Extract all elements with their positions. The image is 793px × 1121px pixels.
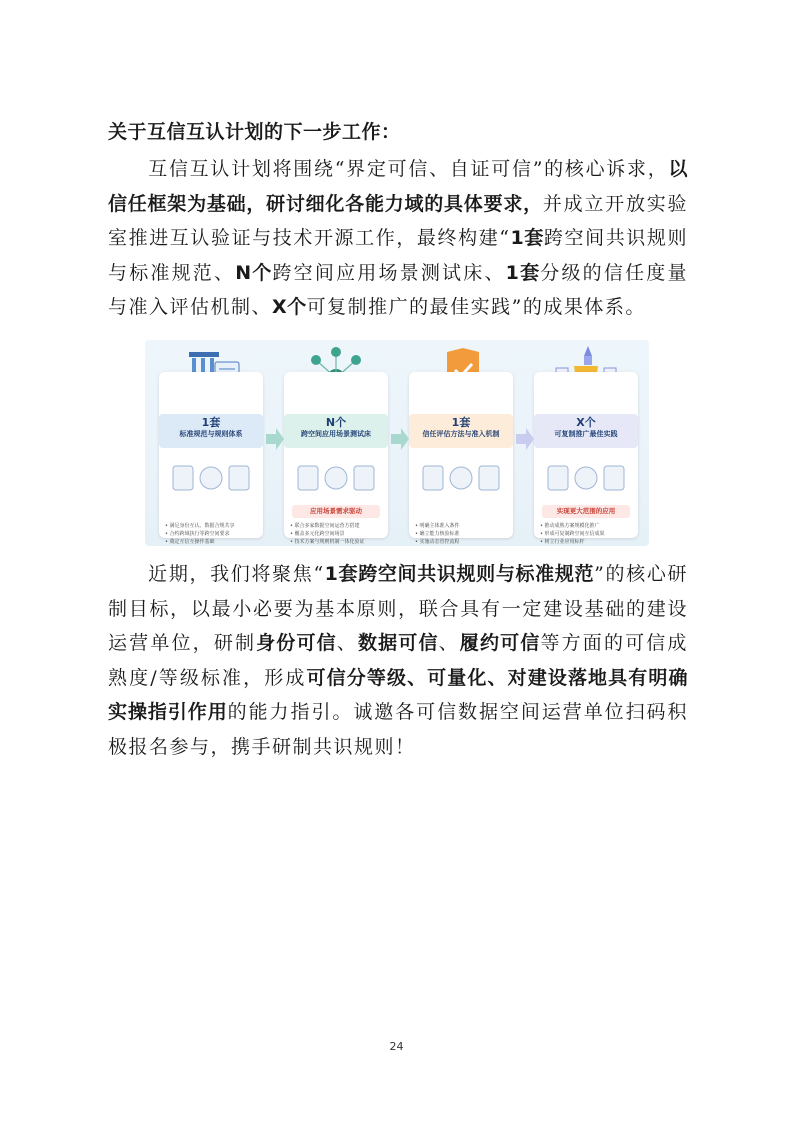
card-feature-icons <box>544 460 628 496</box>
list-item: • 技术方案与规则机制一体化验证 <box>290 539 365 545</box>
bold-text-run: 履约可信 <box>459 632 541 654</box>
card-feature-icons <box>419 460 503 496</box>
list-item: • 明确主体准入条件 <box>415 523 460 529</box>
text-run: 、 <box>438 632 460 654</box>
list-item: • 推动成熟方案规模化推广 <box>540 523 600 529</box>
card-title: 信任评估方法与准入机制 <box>422 430 500 438</box>
list-item: • 联合多家数据空间运营方搭建 <box>290 523 360 529</box>
results-system-figure <box>145 340 649 546</box>
paragraph-plan <box>108 152 688 325</box>
card-subtitle-badge: 应用场景需求驱动 <box>292 505 380 518</box>
text-run: 互信互认计划将围绕“界定可信、自证可信”的核心诉求， <box>148 158 669 180</box>
arrow-right-icon <box>516 428 534 450</box>
page-number: 24 <box>389 1040 404 1053</box>
text-run: 近期，我们将聚焦“ <box>148 563 325 585</box>
text-run: 并成立开放实验室推进互认验证与技术开源工作，最终构建“ <box>108 192 688 249</box>
list-item: • 树立行业应用标杆 <box>540 539 585 545</box>
list-item: • 覆盖多元化跨空间场景 <box>290 531 345 537</box>
card-subtitle-badge: 实现更大范围的应用 <box>542 505 630 518</box>
bold-text-run: 以信任框架为基础，研讨细化各能力域的具体要求， <box>108 158 688 215</box>
card-header <box>409 414 513 448</box>
card-title: 跨空间应用场景测试床 <box>301 430 371 438</box>
result-card <box>284 372 388 545</box>
card-feature-icons <box>294 460 378 496</box>
bold-text-run: 1套跨空间共识规则与标准规范 <box>324 563 595 585</box>
card-header <box>534 414 638 448</box>
list-item: • 满足身份互认、数据合规共享 <box>165 523 235 529</box>
list-item: • 实施动态管控流程 <box>415 539 460 545</box>
bold-text-run: X个 <box>272 296 307 318</box>
card-title: 标准规范与规则体系 <box>179 430 243 438</box>
text-run: 等方面的可信成熟度/等级标准，形成 <box>108 632 688 689</box>
text-run: 可复制推广的最佳实践”的成果体系。 <box>306 296 646 318</box>
list-item: • 奠定互信互操作基础 <box>165 539 215 545</box>
text-run: 的能力指引。诚邀各可信数据空间运营单位扫码积极报名参与，携手研制共识规则！ <box>108 701 688 758</box>
bold-text-run: 1套 <box>505 261 541 284</box>
text-run: 分级的信任度量与准入评估机制、 <box>108 261 688 318</box>
arrow-right-icon <box>391 428 409 450</box>
result-card <box>159 372 263 545</box>
text-run: 跨空间应用场景测试床、 <box>272 261 506 284</box>
arrow-right-icon <box>266 428 284 450</box>
card-bullet-list <box>165 522 235 546</box>
card-title: 可复制推广最佳实践 <box>554 430 618 438</box>
text-run: 跨空间共识规则与标准规范、 <box>108 227 688 284</box>
card-bullet-list <box>540 522 605 546</box>
card-header <box>159 414 263 448</box>
bold-text-run: 可信分等级、可量化、对建设落地具有明确实操指引作用 <box>108 666 688 723</box>
card-header <box>284 414 388 448</box>
bold-text-run: N个 <box>235 261 273 284</box>
list-item: • 确立能力核验标准 <box>415 531 460 537</box>
list-item: • 合约跨域执行等跨空间要求 <box>165 531 230 537</box>
card-feature-icons <box>169 460 253 496</box>
text-run: ”的核心研制目标，以最小必要为基本原则，联合具有一定建设基础的建设运营单位，研制 <box>108 563 688 654</box>
bold-text-run: 身份可信 <box>256 632 337 654</box>
section-heading: 关于互信互认计划的下一步工作： <box>108 121 401 143</box>
result-card <box>534 372 638 545</box>
card-bullet-list <box>415 522 460 546</box>
text-run: 、 <box>336 632 358 654</box>
result-card <box>409 372 513 545</box>
card-bullet-list <box>290 522 365 546</box>
card-count: 1套 <box>451 416 471 429</box>
card-count: N个 <box>325 416 347 429</box>
bold-text-run: 数据可信 <box>357 632 439 654</box>
list-item: • 形成可复制跨空间互信成果 <box>540 531 605 537</box>
bold-text-run: 1套 <box>510 227 544 249</box>
paragraph-near-term <box>108 557 688 764</box>
card-count: 1套 <box>201 416 221 429</box>
card-count: X个 <box>576 416 596 429</box>
